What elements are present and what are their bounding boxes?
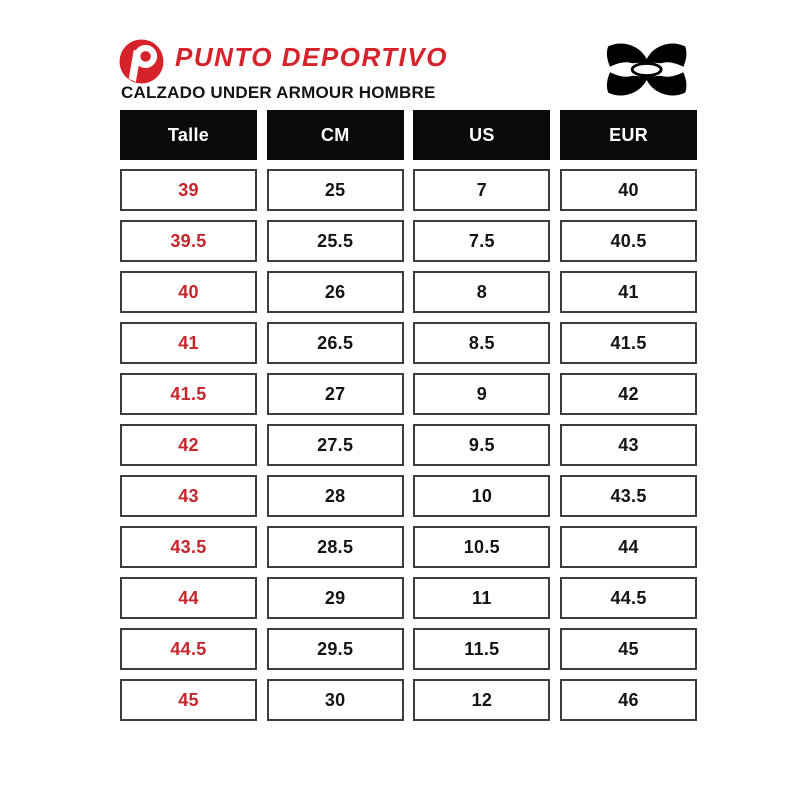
- cell-us: 9: [413, 373, 550, 415]
- table-row: [120, 271, 697, 313]
- cell-eur: 43.5: [560, 475, 697, 517]
- table-row: [120, 169, 697, 211]
- table-row: [120, 424, 697, 466]
- table-row: [120, 679, 697, 721]
- cell-us: 12: [413, 679, 550, 721]
- table-header-row: [120, 110, 697, 160]
- cell-cm: 28.5: [267, 526, 404, 568]
- brand-name: PUNTO DEPORTIVO: [175, 42, 448, 72]
- table-row: [120, 475, 697, 517]
- cell-eur: 41.5: [560, 322, 697, 364]
- cell-talle: 41.5: [120, 373, 257, 415]
- cell-eur: 44.5: [560, 577, 697, 619]
- header-eur: EUR: [560, 110, 697, 160]
- cell-us: 7.5: [413, 220, 550, 262]
- cell-us: 8: [413, 271, 550, 313]
- under-armour-icon: [594, 41, 700, 98]
- table-row: [120, 628, 697, 670]
- header-talle: Talle: [120, 110, 257, 160]
- cell-us: 11.5: [413, 628, 550, 670]
- cell-eur: 40: [560, 169, 697, 211]
- header-cm: CM: [267, 110, 404, 160]
- table-row: [120, 373, 697, 415]
- cell-talle: 42: [120, 424, 257, 466]
- cell-cm: 30: [267, 679, 404, 721]
- cell-talle: 45: [120, 679, 257, 721]
- cell-talle: 39: [120, 169, 257, 211]
- cell-cm: 25.5: [267, 220, 404, 262]
- size-table: [120, 110, 697, 730]
- cell-cm: 28: [267, 475, 404, 517]
- cell-cm: 29: [267, 577, 404, 619]
- cell-cm: 26.5: [267, 322, 404, 364]
- cell-talle: 43.5: [120, 526, 257, 568]
- cell-us: 11: [413, 577, 550, 619]
- cell-eur: 45: [560, 628, 697, 670]
- size-table-body: [120, 169, 697, 721]
- cell-talle: 44: [120, 577, 257, 619]
- punto-deportivo-p-icon: [119, 39, 164, 84]
- cell-talle: 41: [120, 322, 257, 364]
- cell-talle: 43: [120, 475, 257, 517]
- cell-eur: 40.5: [560, 220, 697, 262]
- cell-cm: 27.5: [267, 424, 404, 466]
- header-us: US: [413, 110, 550, 160]
- cell-eur: 42: [560, 373, 697, 415]
- cell-us: 8.5: [413, 322, 550, 364]
- cell-talle: 44.5: [120, 628, 257, 670]
- cell-cm: 25: [267, 169, 404, 211]
- cell-us: 10.5: [413, 526, 550, 568]
- cell-cm: 26: [267, 271, 404, 313]
- cell-us: 7: [413, 169, 550, 211]
- cell-talle: 40: [120, 271, 257, 313]
- cell-us: 9.5: [413, 424, 550, 466]
- table-row: [120, 322, 697, 364]
- table-row: [120, 526, 697, 568]
- page-title: CALZADO UNDER ARMOUR HOMBRE: [121, 83, 436, 102]
- cell-eur: 44: [560, 526, 697, 568]
- cell-cm: 29.5: [267, 628, 404, 670]
- cell-eur: 46: [560, 679, 697, 721]
- cell-talle: 39.5: [120, 220, 257, 262]
- cell-us: 10: [413, 475, 550, 517]
- cell-eur: 41: [560, 271, 697, 313]
- cell-cm: 27: [267, 373, 404, 415]
- table-row: [120, 220, 697, 262]
- cell-eur: 43: [560, 424, 697, 466]
- table-row: [120, 577, 697, 619]
